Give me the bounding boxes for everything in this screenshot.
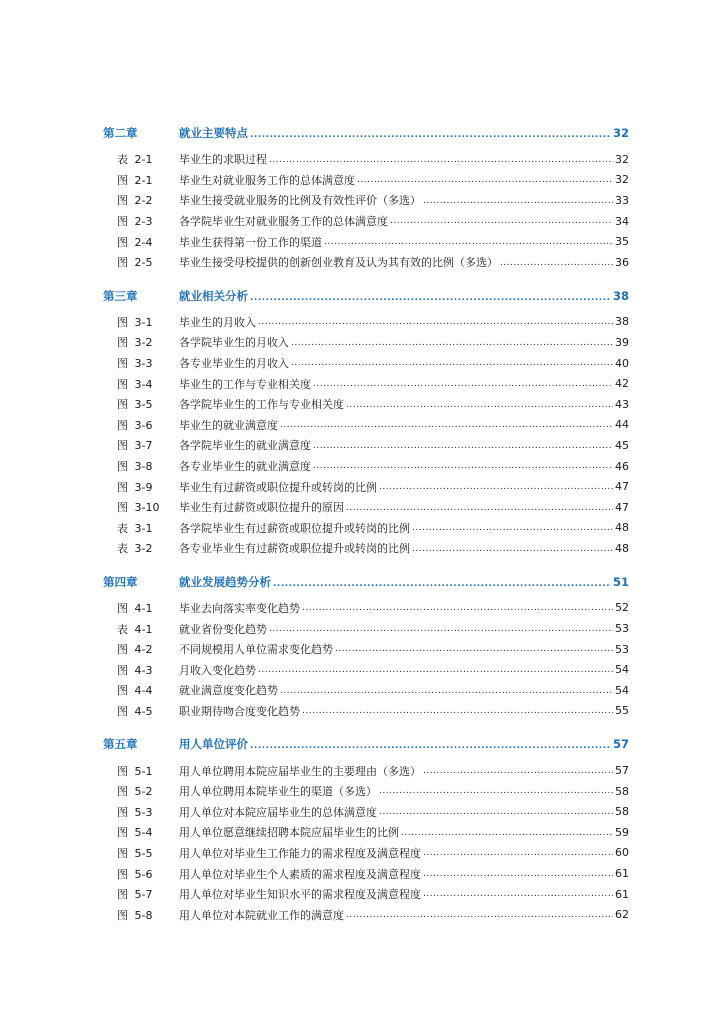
page-number: 53	[615, 622, 629, 636]
page-number: 54	[615, 683, 629, 697]
toc-figure-entry[interactable]	[103, 538, 629, 559]
entry-kind: 表	[117, 521, 128, 535]
toc-figure-entry[interactable]	[103, 373, 629, 394]
entry-title: 用人单位对本院就业工作的满意度	[179, 908, 344, 922]
entry-number: 5-4	[134, 826, 153, 840]
page-number: 32	[615, 173, 629, 187]
toc-figure-entry[interactable]	[103, 252, 629, 273]
entry-number: 2-1	[134, 153, 153, 167]
toc-figure-entry[interactable]	[103, 231, 629, 252]
entry-kind: 图	[117, 480, 128, 494]
dot-leader	[250, 293, 611, 308]
entry-title: 就业省份变化趋势	[179, 622, 267, 636]
toc-figure-entry[interactable]	[103, 149, 629, 170]
entry-title: 毕业生有过薪资或职位提升或转岗的比例	[179, 480, 377, 494]
entry-label	[103, 703, 179, 719]
toc-figure-entry[interactable]	[103, 497, 629, 518]
entry-label	[103, 254, 179, 270]
entry-title: 各学院毕业生的工作与专业相关度	[179, 398, 344, 412]
entry-label	[103, 314, 179, 330]
entry-label	[103, 662, 179, 678]
entry-label	[103, 763, 179, 779]
entry-number: 4-3	[134, 663, 153, 677]
toc-chapter-entry[interactable]	[103, 284, 629, 308]
entry-number: 2-2	[134, 194, 153, 208]
entry-label	[103, 479, 179, 495]
toc-figure-entry[interactable]	[103, 435, 629, 456]
page-number: 62	[615, 908, 629, 922]
entry-kind: 图	[117, 764, 128, 778]
entry-title: 毕业生的工作与专业相关度	[179, 377, 311, 391]
entry-title: 毕业生接受就业服务的比例及有效性评价（多选）	[179, 194, 421, 208]
entry-label	[103, 172, 179, 188]
entry-kind: 图	[117, 663, 128, 677]
entry-title: 用人单位愿意继续招聘本院应届毕业生的比例	[179, 826, 399, 840]
entry-label	[103, 396, 179, 412]
entry-title: 毕业生的求职过程	[179, 153, 267, 167]
entry-label	[103, 804, 179, 820]
toc-figure-entry[interactable]	[103, 863, 629, 884]
chapter-label: 第二章	[103, 126, 138, 140]
toc-chapter-entry[interactable]	[103, 732, 629, 756]
dot-leader	[346, 910, 613, 925]
entry-label	[103, 499, 179, 515]
page-number: 60	[615, 846, 629, 860]
page-number: 43	[615, 397, 629, 411]
page-number: 45	[615, 438, 629, 452]
entry-label	[103, 641, 179, 657]
entry-title: 毕业生对就业服务工作的总体满意度	[179, 173, 355, 187]
dot-leader	[423, 889, 613, 904]
page-number: 40	[615, 356, 629, 370]
entry-label	[103, 886, 179, 902]
entry-title: 用人单位聘用本院毕业生的渠道（多选）	[179, 785, 377, 799]
page-number: 59	[615, 825, 629, 839]
dot-leader	[357, 175, 613, 190]
page-number: 38	[612, 288, 629, 303]
dot-leader	[280, 686, 613, 701]
entry-kind: 图	[117, 888, 128, 902]
entry-number: 5-6	[134, 867, 153, 881]
entry-number: 5-5	[134, 846, 153, 860]
entry-label	[103, 600, 179, 616]
entry-kind: 图	[117, 785, 128, 799]
entry-label	[103, 783, 179, 799]
entry-kind: 图	[117, 439, 128, 453]
entry-label	[103, 151, 179, 167]
entry-title: 用人单位对毕业生知识水平的需求程度及满意程度	[179, 888, 421, 902]
dot-leader	[423, 869, 613, 884]
entry-title: 用人单位对毕业生个人素质的需求程度及满意程度	[179, 867, 421, 881]
dot-leader	[379, 786, 613, 801]
page-number: 44	[615, 418, 629, 432]
dot-leader	[379, 807, 613, 822]
entry-title: 各学院毕业生对就业服务工作的总体满意度	[179, 215, 388, 229]
entry-title: 职业期待吻合度变化趋势	[179, 704, 300, 718]
entry-kind: 图	[117, 357, 128, 371]
dot-leader	[269, 155, 613, 170]
entry-kind: 图	[117, 684, 128, 698]
entry-label	[103, 334, 179, 350]
toc-figure-entry[interactable]	[103, 598, 629, 619]
entry-number: 3-8	[134, 460, 153, 474]
toc-figure-entry[interactable]	[103, 801, 629, 822]
toc-figure-entry[interactable]	[103, 618, 629, 639]
entry-number: 4-5	[134, 704, 153, 718]
entry-kind: 表	[117, 622, 128, 636]
entry-title: 各专业毕业生的月收入	[179, 357, 289, 371]
page-number: 38	[615, 315, 629, 329]
entry-label	[103, 866, 179, 882]
dot-leader	[500, 258, 613, 273]
entry-kind: 表	[117, 542, 128, 556]
page-number: 55	[615, 704, 629, 718]
dot-leader	[346, 400, 613, 415]
entry-number: 2-3	[134, 215, 153, 229]
dot-leader	[291, 338, 613, 353]
page-number: 61	[615, 887, 629, 901]
page-number: 33	[615, 193, 629, 207]
entry-label	[103, 458, 179, 474]
page-number: 34	[615, 214, 629, 228]
page-number: 32	[612, 126, 629, 140]
entry-label	[103, 682, 179, 698]
entry-title: 毕业生接受母校提供的创新创业教育及认为其有效的比例（多选）	[179, 256, 498, 270]
entry-title: 毕业生有过薪资或职位提升的原因	[179, 501, 344, 515]
chapter-title: 就业主要特点	[179, 126, 248, 140]
toc-figure-entry[interactable]	[103, 884, 629, 905]
chapter-label: 第五章	[103, 737, 138, 752]
dot-leader	[313, 441, 613, 456]
entry-number: 3-2	[134, 542, 153, 556]
entry-title: 不同规模用人单位需求变化趋势	[179, 643, 333, 657]
dot-leader	[412, 544, 613, 559]
page-number: 57	[612, 737, 629, 752]
dot-leader	[280, 420, 613, 435]
entry-number: 5-8	[134, 908, 153, 922]
toc-figure-entry[interactable]	[103, 639, 629, 660]
toc-figure-entry[interactable]	[103, 518, 629, 539]
entry-number: 3-7	[134, 439, 153, 453]
entry-kind: 图	[117, 194, 128, 208]
entry-kind: 图	[117, 173, 128, 187]
dot-leader	[412, 523, 613, 538]
entry-label	[103, 192, 179, 208]
entry-title: 用人单位聘用本院应届毕业生的主要理由（多选）	[179, 764, 421, 778]
chapter-label: 第三章	[103, 288, 138, 303]
dot-leader	[273, 579, 611, 594]
entry-number: 3-9	[134, 480, 153, 494]
entry-title: 毕业生的月收入	[179, 315, 256, 329]
entry-number: 4-1	[134, 601, 153, 615]
dot-leader	[269, 624, 613, 639]
entry-number: 3-6	[134, 418, 153, 432]
entry-number: 5-1	[134, 764, 153, 778]
toc-figure-entry[interactable]	[103, 211, 629, 232]
page-number: 48	[615, 541, 629, 555]
entry-label	[103, 376, 179, 392]
page-number: 32	[615, 152, 629, 166]
entry-kind: 图	[117, 704, 128, 718]
toc-figure-entry[interactable]	[103, 701, 629, 722]
entry-number: 4-4	[134, 684, 153, 698]
page-number: 36	[615, 255, 629, 269]
entry-kind: 图	[117, 418, 128, 432]
entry-title: 毕业去向落实率变化趋势	[179, 601, 300, 615]
dot-leader	[258, 665, 613, 680]
page-number: 42	[615, 377, 629, 391]
entry-label	[103, 417, 179, 433]
entry-kind: 图	[117, 235, 128, 249]
dot-leader	[401, 828, 613, 843]
entry-number: 2-1	[134, 173, 153, 187]
entry-kind: 图	[117, 826, 128, 840]
dot-leader	[302, 603, 613, 618]
dot-leader	[346, 503, 613, 518]
toc-figure-entry[interactable]	[103, 394, 629, 415]
toc-figure-entry[interactable]	[103, 781, 629, 802]
toc-figure-entry[interactable]	[103, 170, 629, 191]
entry-label	[103, 520, 179, 536]
page-number: 46	[615, 459, 629, 473]
entry-title: 就业满意度变化趋势	[179, 684, 278, 698]
entry-title: 各专业毕业生的就业满意度	[179, 460, 311, 474]
entry-number: 3-1	[134, 315, 153, 329]
dot-leader	[258, 317, 613, 332]
entry-title: 各专业毕业生有过薪资或职位提升或转岗的比例	[179, 542, 410, 556]
entry-label	[103, 824, 179, 840]
page-number: 47	[615, 480, 629, 494]
toc-figure-entry[interactable]	[103, 476, 629, 497]
toc-figure-entry[interactable]	[103, 760, 629, 781]
table-of-contents	[103, 121, 629, 925]
toc-figure-entry[interactable]	[103, 822, 629, 843]
entry-kind: 图	[117, 846, 128, 860]
entry-number: 5-3	[134, 805, 153, 819]
entry-label	[103, 540, 179, 556]
page-number: 35	[615, 235, 629, 249]
entry-kind: 图	[117, 601, 128, 615]
page-number: 52	[615, 601, 629, 615]
dot-leader	[250, 741, 611, 756]
entry-kind: 图	[117, 398, 128, 412]
entry-label	[103, 437, 179, 453]
dot-leader	[302, 706, 613, 721]
entry-number: 4-2	[134, 643, 153, 657]
page-number: 61	[615, 867, 629, 881]
toc-chapter-entry[interactable]	[103, 121, 629, 145]
toc-figure-entry[interactable]	[103, 456, 629, 477]
entry-kind: 图	[117, 460, 128, 474]
entry-kind: 图	[117, 256, 128, 270]
dot-leader	[390, 216, 613, 231]
entry-title: 用人单位对本院应届毕业生的总体满意度	[179, 805, 377, 819]
entry-label	[103, 621, 179, 637]
page-number: 53	[615, 642, 629, 656]
page-number: 54	[615, 663, 629, 677]
chapter-label: 第四章	[103, 574, 138, 589]
dot-leader	[423, 848, 613, 863]
page-number: 39	[615, 335, 629, 349]
dot-leader	[250, 130, 611, 145]
entry-kind: 图	[117, 501, 128, 515]
entry-number: 2-5	[134, 256, 153, 270]
entry-number: 3-1	[134, 521, 153, 535]
page-number: 47	[615, 500, 629, 514]
entry-label	[103, 845, 179, 861]
entry-label	[103, 907, 179, 923]
dot-leader	[291, 358, 613, 373]
entry-title: 用人单位对毕业生工作能力的需求程度及满意程度	[179, 846, 421, 860]
entry-number: 2-4	[134, 235, 153, 249]
entry-kind: 表	[117, 153, 128, 167]
entry-title: 各学院毕业生有过薪资或职位提升或转岗的比例	[179, 521, 410, 535]
chapter-title: 用人单位评价	[179, 737, 248, 752]
entry-kind: 图	[117, 805, 128, 819]
page-number: 57	[615, 764, 629, 778]
dot-leader	[423, 196, 613, 211]
entry-kind: 图	[117, 377, 128, 391]
entry-number: 3-4	[134, 377, 153, 391]
entry-label	[103, 234, 179, 250]
entry-title: 各学院毕业生的就业满意度	[179, 439, 311, 453]
toc-figure-entry[interactable]	[103, 659, 629, 680]
toc-figure-entry[interactable]	[103, 415, 629, 436]
entry-number: 5-2	[134, 785, 153, 799]
entry-title: 月收入变化趋势	[179, 663, 256, 677]
toc-figure-entry[interactable]	[103, 312, 629, 333]
page-number: 51	[612, 574, 629, 589]
toc-figure-entry[interactable]	[103, 680, 629, 701]
entry-kind: 图	[117, 643, 128, 657]
entry-title: 各学院毕业生的月收入	[179, 336, 289, 350]
entry-title: 毕业生获得第一份工作的渠道	[179, 235, 322, 249]
chapter-title: 就业发展趋势分析	[179, 574, 271, 589]
entry-label	[103, 355, 179, 371]
page-number: 58	[615, 784, 629, 798]
entry-number: 5-7	[134, 888, 153, 902]
entry-number: 3-2	[134, 336, 153, 350]
toc-figure-entry[interactable]	[103, 904, 629, 925]
entry-kind: 图	[117, 908, 128, 922]
toc-figure-entry[interactable]	[103, 843, 629, 864]
page-number: 48	[615, 521, 629, 535]
entry-number: 4-1	[134, 622, 153, 636]
dot-leader	[335, 644, 613, 659]
dot-leader	[379, 482, 613, 497]
chapter-title: 就业相关分析	[179, 288, 248, 303]
dot-leader	[324, 237, 613, 252]
toc-figure-entry[interactable]	[103, 353, 629, 374]
dot-leader	[313, 379, 613, 394]
entry-title: 毕业生的就业满意度	[179, 418, 278, 432]
entry-kind: 图	[117, 336, 128, 350]
entry-label	[103, 213, 179, 229]
entry-number: 3-3	[134, 357, 153, 371]
entry-kind: 图	[117, 315, 128, 329]
dot-leader	[423, 766, 613, 781]
entry-number: 3-5	[134, 398, 153, 412]
entry-kind: 图	[117, 867, 128, 881]
entry-kind: 图	[117, 215, 128, 229]
toc-figure-entry[interactable]	[103, 190, 629, 211]
page-number: 58	[615, 805, 629, 819]
toc-chapter-entry[interactable]	[103, 570, 629, 594]
dot-leader	[313, 461, 613, 476]
toc-figure-entry[interactable]	[103, 332, 629, 353]
entry-number: 3-10	[134, 501, 160, 515]
